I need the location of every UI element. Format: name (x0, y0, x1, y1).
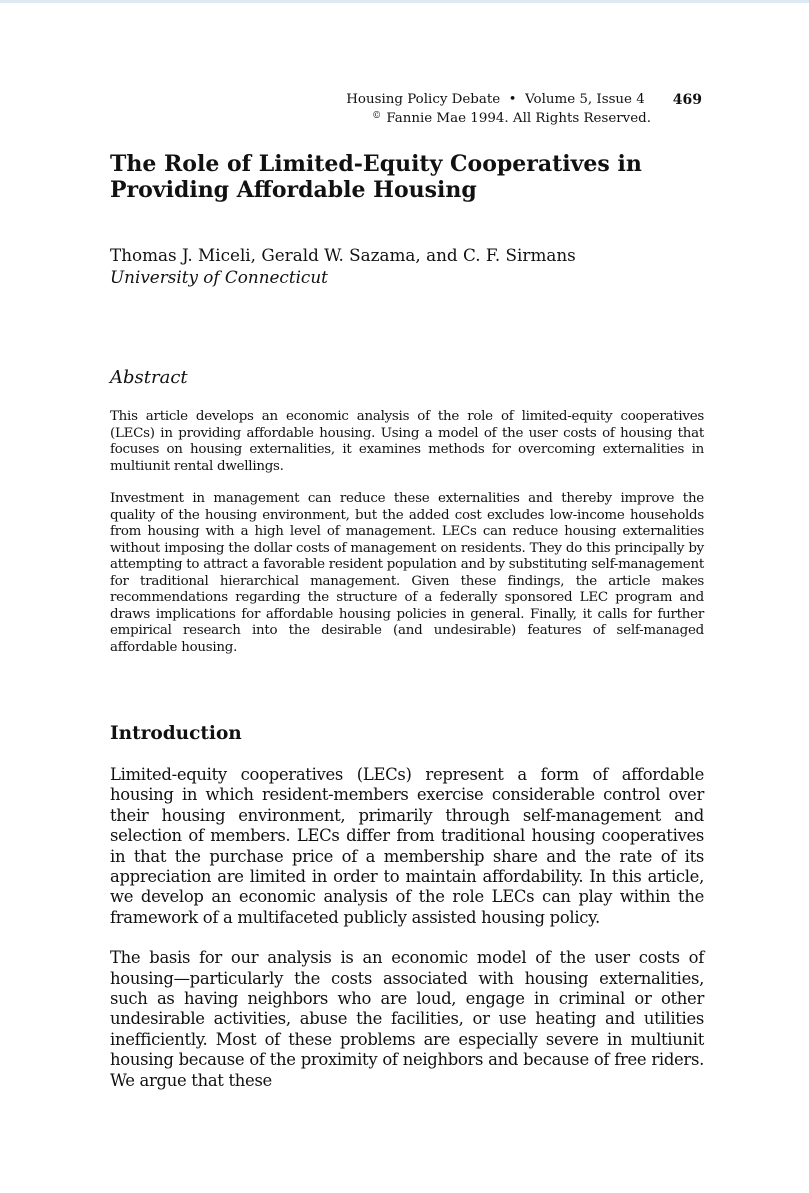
journal-line: Housing Policy Debate • Volume 5, Issue 4 (346, 92, 645, 107)
copyright-line (110, 108, 651, 127)
abstract-heading: Abstract (110, 367, 188, 388)
page-number: 469 (672, 92, 702, 108)
running-header (110, 92, 702, 127)
introduction-body (110, 765, 704, 1111)
affiliation: University of Connecticut (110, 267, 328, 287)
abstract-paragraph: This article develops an economic analysis of the role of limited-equity cooperatives (LECs) in providing affordable housing. Using a model of the user costs of housing that focuses on housing externalities, it examines methods for overcoming externalities in multiunit rental dwellings. (110, 409, 704, 474)
abstract-paragraph: Investment in management can reduce these externalities and thereby improve the quality of the housing environment, but the added cost excludes low-income households from housing with a high level of management. LECs can reduce housing externalities without imposing the dollar costs of management on residents. They do this principally by attempting to attract a favorable resident population and by substituting self-management for traditional hierarchical management. Given these findings, the article makes recommendations regarding the structure of a federally sponsored LEC program and draws implications for affordable housing policies in general. Finally, it calls for further empirical research into the desirable (and undesirable) features of self-managed affordable housing. (110, 491, 704, 655)
title-line-2: Providing Affordable Housing (110, 177, 477, 203)
title-line-1: The Role of Limited-Equity Cooperatives in (110, 151, 642, 177)
header-row (110, 92, 702, 108)
author-names: Thomas J. Miceli, Gerald W. Sazama, and C. F. Sirmans (110, 245, 576, 265)
body-paragraph: The basis for our analysis is an economic model of the user costs of housing—particularly the costs associated with housing externalities, such as having neighbors who are loud, engage in criminal or other undesirable activities, abuse the facilities, or use heating and utilities inefficiently. Most of these problems are especially severe in multiunit housing because of the proximity of neighbors and because of free riders. We argue that these (110, 948, 704, 1090)
author-block (110, 244, 710, 288)
copyright-text: Fannie Mae 1994. All Rights Reserved. (386, 111, 651, 126)
body-paragraph: Limited-equity cooperatives (LECs) represent a form of affordable housing in which resident-members exercise considerable control over their housing environment, primarily through self-management and selection of members. LECs differ from traditional housing cooperatives in that the purchase price of a membership share and the rate of its appreciation are limited in order to maintain affordability. In this article, we develop an economic analysis of the role LECs can play within the framework of a multifaceted publicly assisted housing policy. (110, 765, 704, 927)
introduction-heading: Introduction (110, 723, 242, 744)
top-border (0, 0, 809, 3)
paper-title (110, 151, 710, 203)
copyright-symbol: © (372, 111, 382, 121)
abstract-body (110, 409, 704, 672)
